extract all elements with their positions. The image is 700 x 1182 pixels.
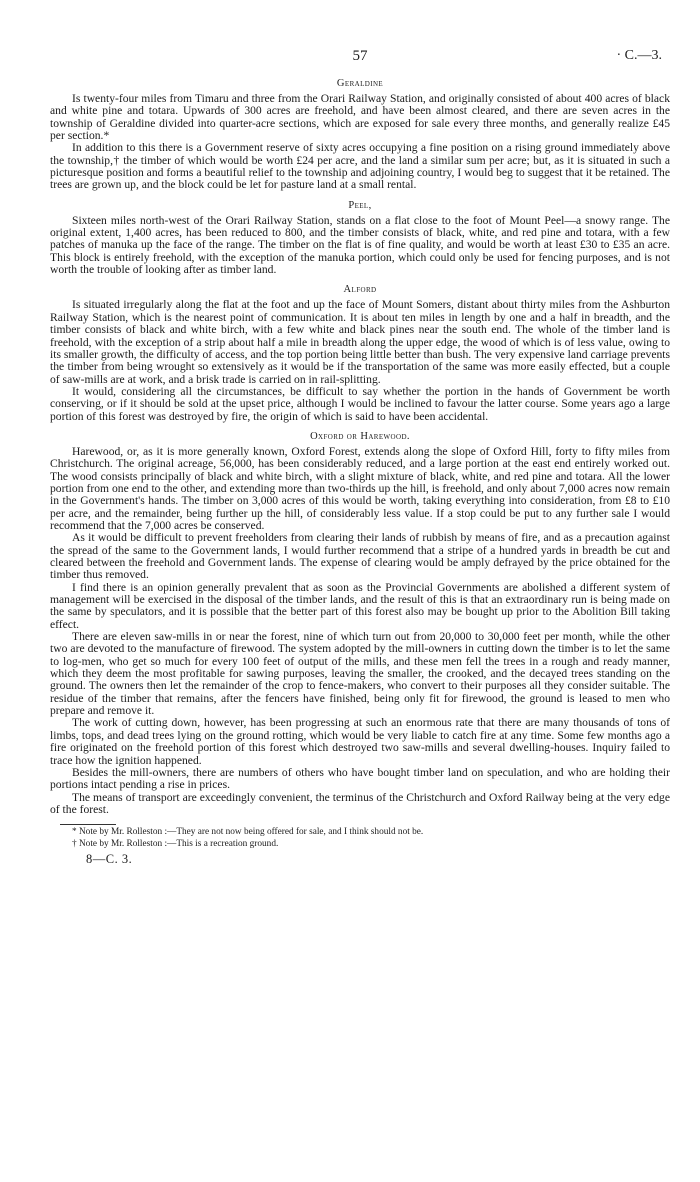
series-reference: · C.—3. [616, 48, 662, 63]
section-alford [50, 283, 670, 422]
page-header [50, 48, 670, 70]
paragraph: There are eleven saw-mills in or near the forest, nine of which turn out from 20,000 to 30,000 feet per month, while the other two are devoted to the manufacture of firewood. The system adopted by the mill-owners in cutting down the timber is to let the same to log-men, who get so much for every 100 feet of output of the mills, and these men fell the trees in a rough and ready manner, which they deem the most profitable for sawing purposes, leaving the smaller, the crooked, and the decayed trees standing on the ground. The owners then let the remainder of the crop to fence-makers, who convert to their purposes all they consider suitable. The residue of the timber that remains, after the fencers have finished, being only fit for firewood, the ground is leased to men who prepare and remove it. [50, 630, 670, 718]
footnote-divider [60, 824, 116, 825]
paragraph: Harewood, or, as it is more generally known, Oxford Forest, extends along the slope of Oxford Hill, forty to fifty miles from Christchurch. The original acreage, 56,000, has been considerably reduced, and a large portion at the east end entirely worked out. The wood consists principally of black and white birch, with a slight mixture of black, white, and red pine and totara. All the lower portion from one end to the other, and extending more than two-thirds up the hill, is freehold, and only about 7,000 acres now remain in the Government's hands. The timber on 3,000 acres of this would be worth, taking everything into consideration, from £8 to £10 per acre, and the remainder, being further up the hill, of considerably less value. If a stop could be put to any further sale I would recommend that the 7,000 acres be conserved. [50, 444, 670, 532]
sheet-mark: 8—C. 3. [86, 852, 133, 867]
section-title: Alford [343, 284, 377, 296]
paragraph: In addition to this there is a Government reserve of sixty acres occupying a fine position on a rising ground immediately above the township,† the timber of which would be worth £24 per acre, and the land a similar sum per acre; but, as it is situated in such a picturesque position and forms a beautiful relief to the township and adjoining country, I would beg to suggest that it be retained. The trees are grown up, and the block could be let for pasture land at a small rental. [50, 141, 670, 192]
paragraph: Sixteen miles north-west of the Orari Railway Station, stands on a flat close to the foot of Mount Peel—a snowy range. The original extent, 1,400 acres, has been reduced to 800, and the timber consists of black, white, and red pine and totara, with a few patches of manuka up the face of the range. The timber on the flat is of fine quality, and would be worth at least £30 to £35 an acre. This block is entirely freehold, with the exception of the manuka portion, which could only be used for fencing purposes, and is not worth the trouble of looking after as timber land. [50, 213, 670, 277]
paragraph: I find there is an opinion generally prevalent that as soon as the Provincial Governments are abolished a different system of management will be exercised in the disposal of the timber lands, and the result of this is that an extraordinary run is being made on the same by speculators, and it is possible that the better part of this forest also may be bought up prior to the Abolition Bill taking effect. [50, 580, 670, 631]
page-number: 57 [352, 48, 368, 64]
paragraph: It would, considering all the circumstances, be difficult to say whether the portion in the hands of Government be worth conserving, or if it should be sold at the upset price, although I would be inclined to favour the latter course. Some years ago a large portion of this forest was destroyed by fire, the origin of which is said to have been accidental. [50, 384, 670, 423]
footnote: * Note by Mr. Rolleston :—They are not now being offered for sale, and I think should not be. [72, 827, 424, 838]
section-oxford [50, 430, 670, 816]
footnote: † Note by Mr. Rolleston :—This is a recreation ground. [72, 838, 279, 849]
paragraph: The means of transport are exceedingly convenient, the terminus of the Christchurch and Oxford Railway being at the very edge of the forest. [50, 790, 670, 816]
paragraph: Is twenty-four miles from Timaru and three from the Orari Railway Station, and originally consisted of about 400 acres of black and white pine and totara. Upwards of 300 acres are freehold, and have been almost cleared, and there are seven acres in the township of Geraldine divided into quarter-acre sections, which are exposed for sale every three months, and generally realize £45 per section.* [50, 92, 670, 143]
paragraph: As it would be difficult to prevent freeholders from clearing their lands of rubbish by means of fire, and as a precaution against the spread of the same to the Government lands, I would further recommend that a stripe of a hundred yards in breadth be cut and cleared between the freehold and Government lands. The expense of clearing would be amply defrayed by the price obtained for the timber thus removed. [50, 531, 670, 582]
paragraph: Is situated irregularly along the flat at the foot and up the face of Mount Somers, distant about thirty miles from the Ashburton Railway Station, which is the nearest point of communication. It is about ten miles in length by one and a half in breadth, and the timber consists of black and white birch, with a few white and black pines near the south end. The whole of the timber land is freehold, with the exception of a strip about half a mile in breadth along the upper edge, the wood of which is of less value, owing to its smaller growth, the difficulty of access, and the top portion being little better than bush. The very expensive land carriage prevents the timber from being wrought so extensively as it would be if the transportation of the same was more easily effected, but a couple of saw-mills are at work, and a brisk trade is carried on in rail-splitting. [50, 298, 670, 386]
paragraph: The work of cutting down, however, has been progressing at such an enormous rate that there are many thousands of tons of limbs, tops, and dead trees lying on the ground rotting, which would be very liable to catch fire at any time. Some few months ago a fire originated on the freehold portion of this forest which destroyed two saw-mills and several dwelling-houses. Inquiry failed to trace how the ignition happened. [50, 716, 670, 767]
document-page [50, 48, 670, 866]
section-title: Oxford or Harewood. [310, 430, 410, 442]
section-title: Geraldine [336, 78, 384, 89]
section-geraldine [50, 77, 670, 192]
section-title: Peel, [348, 199, 372, 211]
paragraph: Besides the mill-owners, there are numbers of others who have bought timber land on speculation, and who are holding their portions intact pending a rise in prices. [50, 765, 670, 792]
section-peel [50, 199, 670, 277]
